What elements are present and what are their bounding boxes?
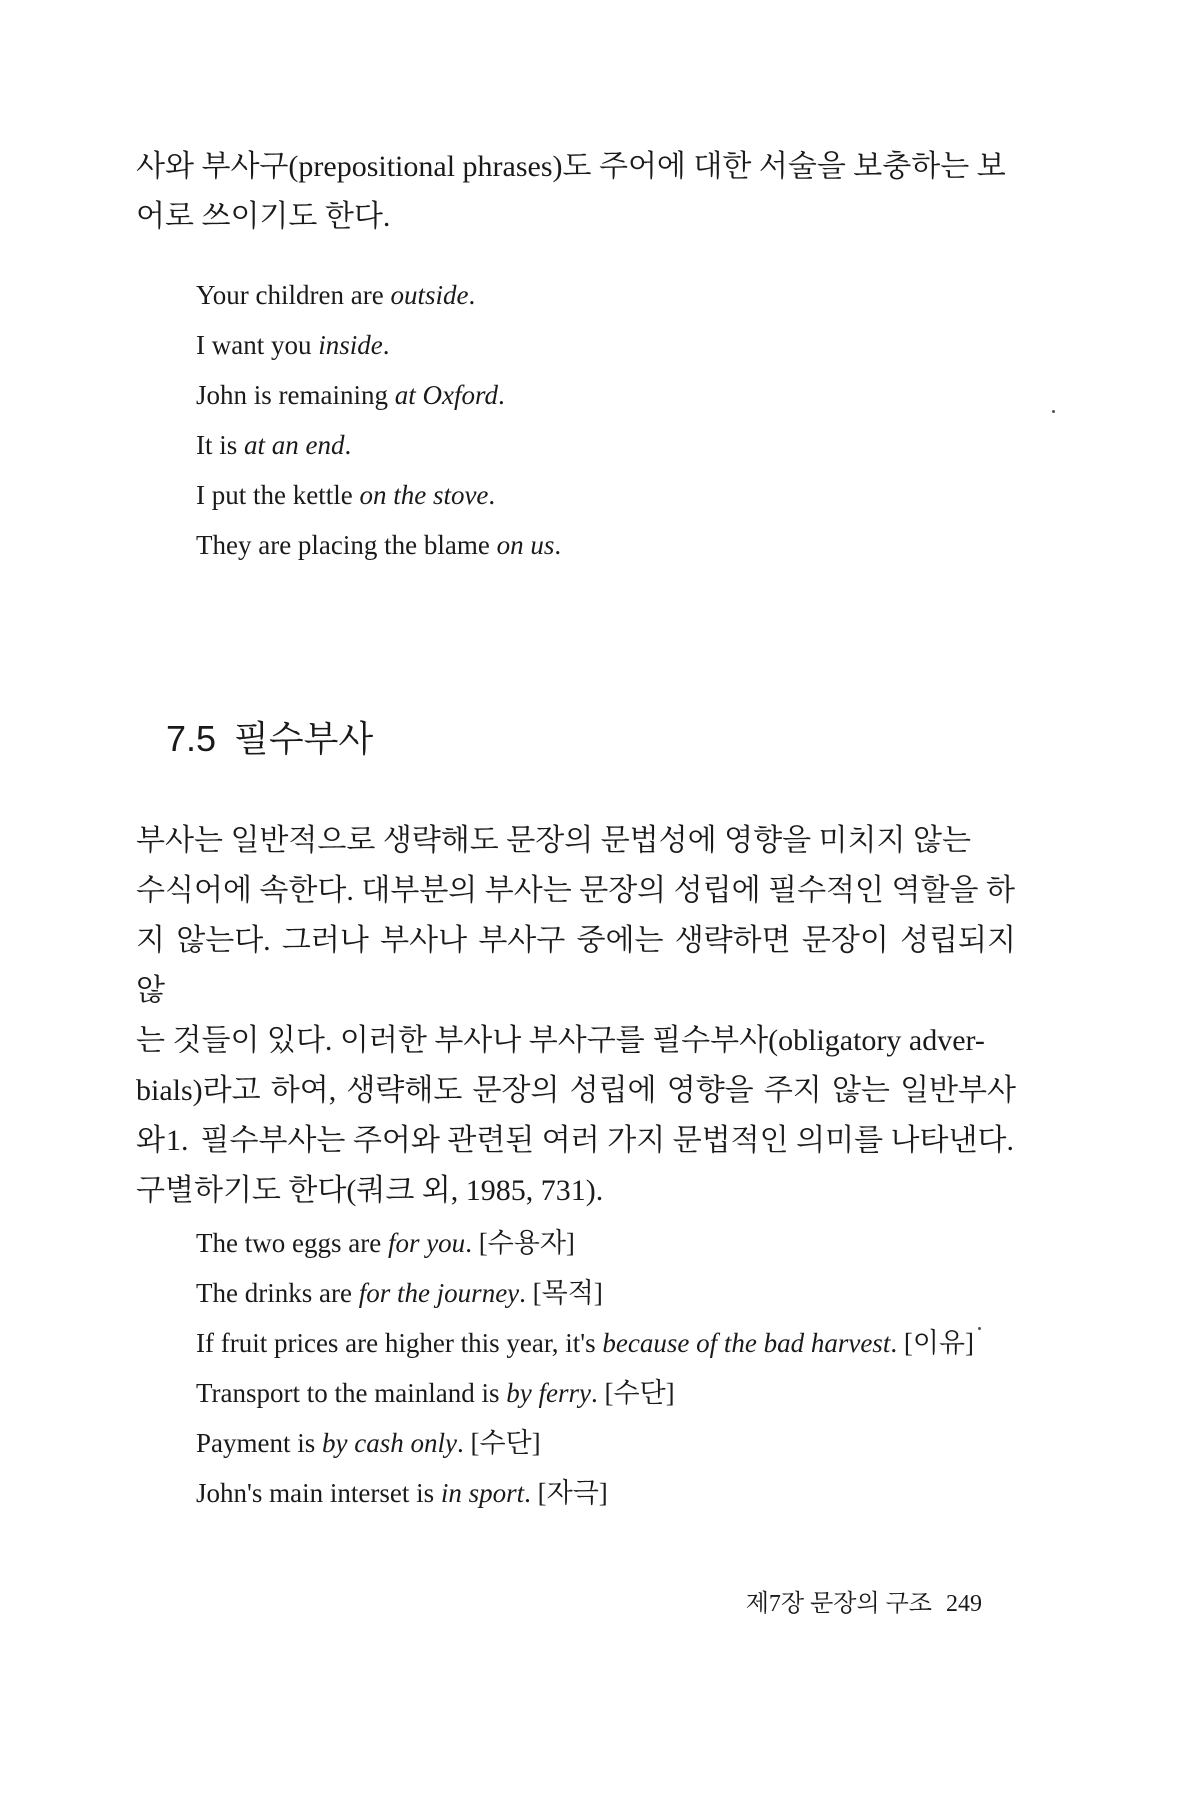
intro-paragraph — [136, 142, 1016, 242]
example-list-2 — [196, 1218, 1056, 1518]
text-line: bials)라고 하여, 생략해도 문장의 성립에 영향을 주지 않는 일반부사와 — [136, 1074, 1016, 1157]
text-line: 사와 부사구(prepositional phrases)도 주어에 대한 서술을 보충하는 보 — [136, 150, 1006, 183]
example-sentence: They are placing the blame on us. — [196, 530, 562, 560]
section-number: 7.5 — [166, 718, 217, 759]
speck-mark — [978, 1327, 981, 1330]
example-sentence: I put the kettle on the stove. — [196, 480, 496, 510]
page-number: 249 — [946, 1591, 982, 1617]
example-sentence: If fruit prices are higher this year, it's because of the bad harvest. [이유] — [196, 1328, 974, 1358]
example-sentence: The drinks are for the journey. [목적] — [196, 1278, 603, 1308]
text-line: 구별하기도 한다(쿼크 외, 1985, 731). — [136, 1174, 604, 1207]
list-text: 필수부사는 주어와 관련된 여러 가지 문법적인 의미를 나타낸다. — [200, 1124, 1014, 1157]
text-line: 부사는 일반적으로 생략해도 문장의 문법성에 영향을 미치지 않는 — [136, 824, 971, 857]
example-list-1 — [196, 270, 1056, 570]
section-title: 필수부사 — [234, 718, 374, 759]
example-sentence: The two eggs are for you. [수용자] — [196, 1228, 575, 1258]
example-sentence: John is remaining at Oxford. — [196, 380, 505, 410]
text-line: 어로 쓰이기도 한다. — [136, 200, 391, 233]
example-sentence: John's main interset is in sport. [자극] — [196, 1478, 608, 1508]
example-sentence: Payment is by cash only. [수단] — [196, 1428, 541, 1458]
text-line: 수식어에 속한다. 대부분의 부사는 문장의 성립에 필수적인 역할을 하 — [136, 874, 1015, 907]
example-sentence: I want you inside. — [196, 330, 390, 360]
section-heading — [166, 714, 391, 764]
example-sentence: Your children are outside. — [196, 280, 476, 310]
speck-mark — [1052, 410, 1055, 413]
page-footer — [732, 1584, 982, 1624]
text-line: 지 않는다. 그러나 부사나 부사구 중에는 생략하면 문장이 성립되지 않 — [136, 924, 1016, 1007]
chapter-label: 제7장 문장의 구조 — [745, 1591, 932, 1617]
text-line: 는 것들이 있다. 이러한 부사나 부사구를 필수부사(obligatory adver- — [136, 1024, 985, 1057]
example-sentence: Transport to the mainland is by ferry. [수단] — [196, 1378, 675, 1408]
example-sentence: It is at an end. — [196, 430, 352, 460]
list-number: 1. — [166, 1124, 189, 1157]
numbered-list-item — [166, 1116, 1026, 1166]
